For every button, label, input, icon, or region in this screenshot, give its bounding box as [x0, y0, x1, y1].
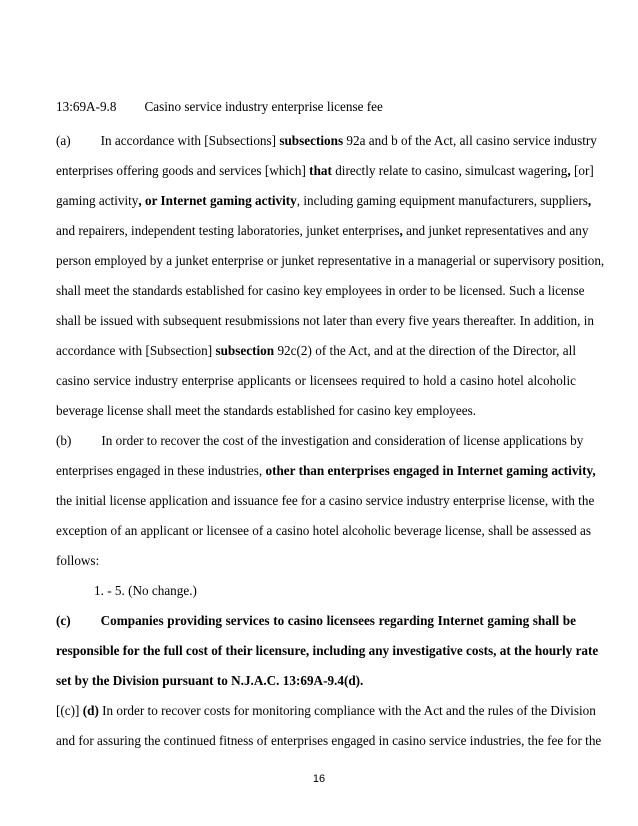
- para-a-line-3: gaming activity, or Internet gaming activity, including gaming equipment manufacturers, suppliers,: [56, 193, 592, 208]
- para-c-label: (c): [56, 613, 71, 628]
- para-d-old-label: [(c)]: [56, 703, 83, 718]
- para-a-line-2: enterprises offering goods and services [which] that directly relate to casino, simulcast wagering, [or]: [56, 163, 594, 178]
- section-title: Casino service industry enterprise license fee: [144, 99, 383, 114]
- para-b-line-4: exception of an applicant or licensee of a casino hotel alcoholic beverage license, shall be assessed as: [56, 523, 591, 538]
- para-c-line-2: responsible for the full cost of their licensure, including any investigative costs, at the hourly rate: [56, 643, 599, 658]
- para-c-line-1: (c) Companies providing services to casino licensees regarding Internet gaming shall be: [56, 613, 576, 628]
- section-number: 13:69A-9.8: [56, 99, 117, 114]
- page-number: 16: [312, 773, 326, 785]
- para-a-line-1: (a) In accordance with [Subsections] subsections 92a and b of the Act, all casino service industry: [56, 133, 597, 148]
- para-b-line-1: (b) In order to recover the cost of the investigation and consideration of license applications by: [56, 433, 584, 448]
- para-c-line-3: set by the Division pursuant to N.J.A.C. 13:69A-9.4(d).: [56, 673, 364, 688]
- para-d-line-1: [(c)] (d) In order to recover costs for monitoring compliance with the Act and the rules of the Division: [56, 703, 596, 718]
- para-a-line-5: person employed by a junket enterprise or junket representative in a managerial or supervisory position,: [56, 253, 605, 268]
- section-heading: [56, 99, 383, 115]
- para-b-line-3: the initial license application and issuance fee for a casino service industry enterprise license, with the: [56, 493, 595, 508]
- para-a-line-10: beverage license shall meet the standards established for casino key employees.: [56, 403, 477, 418]
- para-a-line-9: casino service industry enterprise applicants or licensees required to hold a casino hotel alcoholic: [56, 373, 576, 388]
- para-b-line-2: enterprises engaged in these industries, other than enterprises engaged in Internet gaming activity,: [56, 463, 596, 478]
- para-a-line-4: and repairers, independent testing laboratories, junket enterprises, and junket representatives and any: [56, 223, 589, 238]
- para-a-line-7: shall be issued with subsequent resubmissions not later than every five years thereafter. In addition, in: [56, 313, 594, 328]
- para-b-line-5: follows:: [56, 553, 100, 568]
- para-d-line-2: and for assuring the continued fitness of enterprises engaged in casino service industries, the fee for the: [56, 733, 602, 748]
- para-a-label: (a): [56, 133, 71, 148]
- para-b-label: (b): [56, 433, 72, 448]
- para-d-label: (d): [82, 703, 99, 718]
- para-b-list: 1. - 5. (No change.): [94, 583, 197, 598]
- para-a-line-6: shall meet the standards established for casino key employees in order to be licensed. Such a license: [56, 283, 585, 298]
- para-a-line-8: accordance with [Subsection] subsection 92c(2) of the Act, and at the direction of the Director, all: [56, 343, 576, 358]
